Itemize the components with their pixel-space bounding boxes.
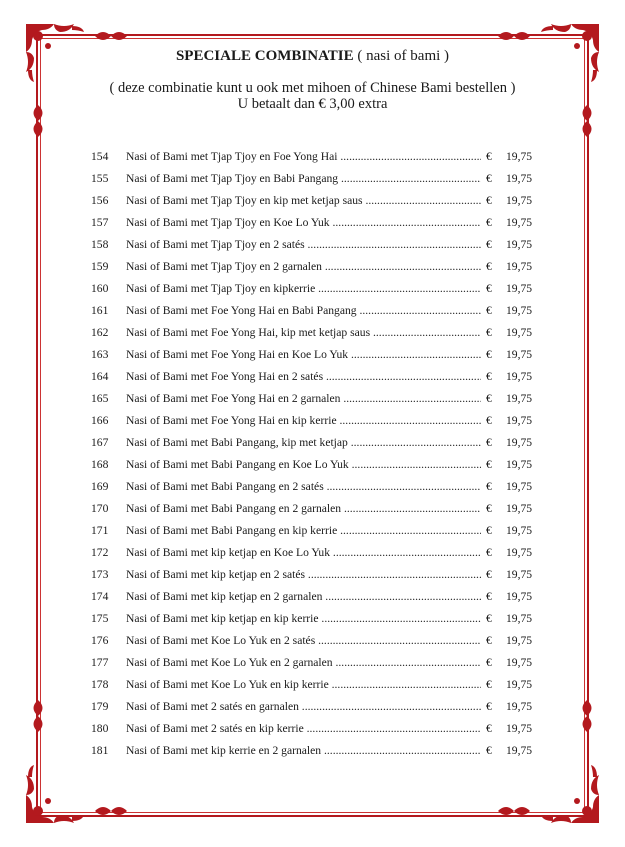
page-title (0, 48, 625, 65)
item-price: 19,75 (506, 458, 533, 471)
item-price: 19,75 (506, 150, 533, 163)
menu-item-row (0, 653, 625, 675)
currency-symbol: € (486, 348, 492, 361)
item-price: 19,75 (506, 502, 533, 515)
item-name: Nasi of Bami met Tjap Tjoy en Foe Yong Hai ..... (126, 150, 481, 163)
menu-item-row (0, 609, 625, 631)
item-price: 19,75 (506, 216, 533, 229)
item-price: 19,75 (506, 326, 533, 339)
currency-symbol: € (486, 678, 492, 691)
item-number: 172 (91, 546, 109, 559)
title-rest: ( nasi of bami ) (353, 48, 450, 64)
item-price: 19,75 (506, 260, 533, 273)
menu-item-row (0, 477, 625, 499)
item-name: Nasi of Bami met kip ketjap en Koe Lo Yuk ..... (126, 546, 481, 559)
currency-symbol: € (486, 590, 492, 603)
item-price: 19,75 (506, 634, 533, 647)
item-number: 161 (91, 304, 109, 317)
item-number: 168 (91, 458, 109, 471)
menu-item-row (0, 631, 625, 653)
currency-symbol: € (486, 744, 492, 757)
item-number: 167 (91, 436, 109, 449)
item-number: 174 (91, 590, 109, 603)
item-name: Nasi of Bami met Tjap Tjoy en 2 garnalen ..... (126, 260, 481, 273)
currency-symbol: € (486, 568, 492, 581)
currency-symbol: € (486, 304, 492, 317)
corner-ornament-icon (539, 763, 601, 825)
item-price: 19,75 (506, 436, 533, 449)
item-number: 156 (91, 194, 109, 207)
currency-symbol: € (486, 370, 492, 383)
top-ornament-icon (498, 28, 530, 44)
currency-symbol: € (486, 150, 492, 163)
menu-item-row (0, 675, 625, 697)
item-name: Nasi of Bami met kip ketjap en 2 satés ..... (126, 568, 481, 581)
corner-ornament-icon (24, 763, 86, 825)
title-bold: SPECIALE COMBINATIE (175, 48, 354, 64)
item-name: Nasi of Bami met kip kerrie en 2 garnalen ..... (126, 744, 481, 757)
menu-item-row (0, 455, 625, 477)
item-price: 19,75 (506, 722, 533, 735)
item-name: Nasi of Bami met Foe Yong Hai en Koe Lo Yuk ..... (126, 348, 481, 361)
currency-symbol: € (486, 194, 492, 207)
item-price: 19,75 (506, 480, 533, 493)
item-number: 157 (91, 216, 109, 229)
item-name: Nasi of Bami met Koe Lo Yuk en kip kerrie ..... (126, 678, 481, 691)
item-price: 19,75 (506, 546, 533, 559)
menu-item-row (0, 279, 625, 301)
item-name: Nasi of Bami met Babi Pangang, kip met ketjap ..... (126, 436, 481, 449)
currency-symbol: € (486, 546, 492, 559)
menu-item-row (0, 411, 625, 433)
item-price: 19,75 (506, 172, 533, 185)
item-name: Nasi of Bami met 2 satés en garnalen ..... (126, 700, 481, 713)
item-price: 19,75 (506, 414, 533, 427)
item-price: 19,75 (506, 392, 533, 405)
currency-symbol: € (486, 326, 492, 339)
item-name: Nasi of Bami met Tjap Tjoy en Koe Lo Yuk ..... (126, 216, 481, 229)
menu-item-row (0, 147, 625, 169)
item-number: 181 (91, 744, 109, 757)
item-number: 170 (91, 502, 109, 515)
item-price: 19,75 (506, 282, 533, 295)
menu-item-row (0, 697, 625, 719)
item-price: 19,75 (506, 656, 533, 669)
subtitle-note (0, 80, 625, 112)
item-price: 19,75 (506, 678, 533, 691)
item-number: 163 (91, 348, 109, 361)
menu-item-row (0, 389, 625, 411)
menu-item-row (0, 367, 625, 389)
item-number: 155 (91, 172, 109, 185)
currency-symbol: € (486, 458, 492, 471)
bottom-ornament-icon (95, 803, 127, 819)
menu-item-row (0, 587, 625, 609)
currency-symbol: € (486, 172, 492, 185)
currency-symbol: € (486, 700, 492, 713)
currency-symbol: € (486, 480, 492, 493)
top-ornament-icon (95, 28, 127, 44)
menu-item-row (0, 169, 625, 191)
menu-item-row (0, 301, 625, 323)
menu-item-row (0, 521, 625, 543)
item-name: Nasi of Bami met kip ketjap en kip kerrie ..... (126, 612, 481, 625)
currency-symbol: € (486, 282, 492, 295)
currency-symbol: € (486, 260, 492, 273)
item-number: 180 (91, 722, 109, 735)
item-number: 166 (91, 414, 109, 427)
item-number: 169 (91, 480, 109, 493)
note-line-2: U betaalt dan € 3,00 extra (237, 96, 388, 112)
note-line-1: ( deze combinatie kunt u ook met mihoen of Chinese Bami bestellen ) (109, 80, 516, 96)
item-name: Nasi of Bami met 2 satés en kip kerrie ..... (126, 722, 481, 735)
item-name: Nasi of Bami met Tjap Tjoy en 2 satés ..... (126, 238, 481, 251)
currency-symbol: € (486, 722, 492, 735)
menu-item-row (0, 565, 625, 587)
currency-symbol: € (486, 612, 492, 625)
item-number: 179 (91, 700, 109, 713)
menu-item-row (0, 499, 625, 521)
item-name: Nasi of Bami met Koe Lo Yuk en 2 satés ..... (126, 634, 481, 647)
item-price: 19,75 (506, 194, 533, 207)
menu-item-row (0, 257, 625, 279)
item-name: Nasi of Bami met Foe Yong Hai, kip met ketjap saus ..... (126, 326, 481, 339)
item-name: Nasi of Bami met Tjap Tjoy en Babi Pangang ..... (126, 172, 481, 185)
item-number: 178 (91, 678, 109, 691)
item-number: 177 (91, 656, 109, 669)
currency-symbol: € (486, 502, 492, 515)
item-number: 165 (91, 392, 109, 405)
menu-item-row (0, 741, 625, 763)
item-price: 19,75 (506, 700, 533, 713)
item-price: 19,75 (506, 568, 533, 581)
item-price: 19,75 (506, 238, 533, 251)
menu-item-row (0, 323, 625, 345)
menu-item-row (0, 345, 625, 367)
currency-symbol: € (486, 414, 492, 427)
item-number: 162 (91, 326, 109, 339)
currency-symbol: € (486, 216, 492, 229)
item-number: 154 (91, 150, 109, 163)
currency-symbol: € (486, 392, 492, 405)
currency-symbol: € (486, 524, 492, 537)
item-price: 19,75 (506, 744, 533, 757)
currency-symbol: € (486, 436, 492, 449)
item-price: 19,75 (506, 304, 533, 317)
item-name: Nasi of Bami met Tjap Tjoy en kip met ketjap saus ..... (126, 194, 481, 207)
menu-item-row (0, 191, 625, 213)
item-name: Nasi of Bami met Foe Yong Hai en Babi Pangang ..... (126, 304, 481, 317)
bottom-ornament-icon (498, 803, 530, 819)
menu-item-row (0, 433, 625, 455)
menu-item-row (0, 719, 625, 741)
item-name: Nasi of Bami met Foe Yong Hai en 2 satés ..... (126, 370, 481, 383)
item-name: Nasi of Bami met Foe Yong Hai en kip kerrie ..... (126, 414, 481, 427)
item-number: 173 (91, 568, 109, 581)
menu-item-row (0, 213, 625, 235)
item-name: Nasi of Bami met Babi Pangang en kip kerrie ..... (126, 524, 481, 537)
menu-item-list (0, 147, 625, 763)
menu-item-row (0, 543, 625, 565)
item-price: 19,75 (506, 370, 533, 383)
item-price: 19,75 (506, 612, 533, 625)
currency-symbol: € (486, 238, 492, 251)
item-name: Nasi of Bami met Tjap Tjoy en kipkerrie ..... (126, 282, 481, 295)
item-price: 19,75 (506, 524, 533, 537)
item-name: Nasi of Bami met Babi Pangang en Koe Lo Yuk ..... (126, 458, 481, 471)
item-name: Nasi of Bami met Babi Pangang en 2 garnalen ..... (126, 502, 481, 515)
item-number: 176 (91, 634, 109, 647)
item-name: Nasi of Bami met Koe Lo Yuk en 2 garnalen ..... (126, 656, 481, 669)
item-number: 158 (91, 238, 109, 251)
item-number: 160 (91, 282, 109, 295)
item-name: Nasi of Bami met kip ketjap en 2 garnalen ..... (126, 590, 481, 603)
item-price: 19,75 (506, 590, 533, 603)
item-number: 159 (91, 260, 109, 273)
item-price: 19,75 (506, 348, 533, 361)
currency-symbol: € (486, 656, 492, 669)
menu-item-row (0, 235, 625, 257)
item-number: 171 (91, 524, 109, 537)
item-name: Nasi of Bami met Foe Yong Hai en 2 garnalen ..... (126, 392, 481, 405)
item-name: Nasi of Bami met Babi Pangang en 2 satés ..... (126, 480, 481, 493)
item-number: 164 (91, 370, 109, 383)
currency-symbol: € (486, 634, 492, 647)
item-number: 175 (91, 612, 109, 625)
